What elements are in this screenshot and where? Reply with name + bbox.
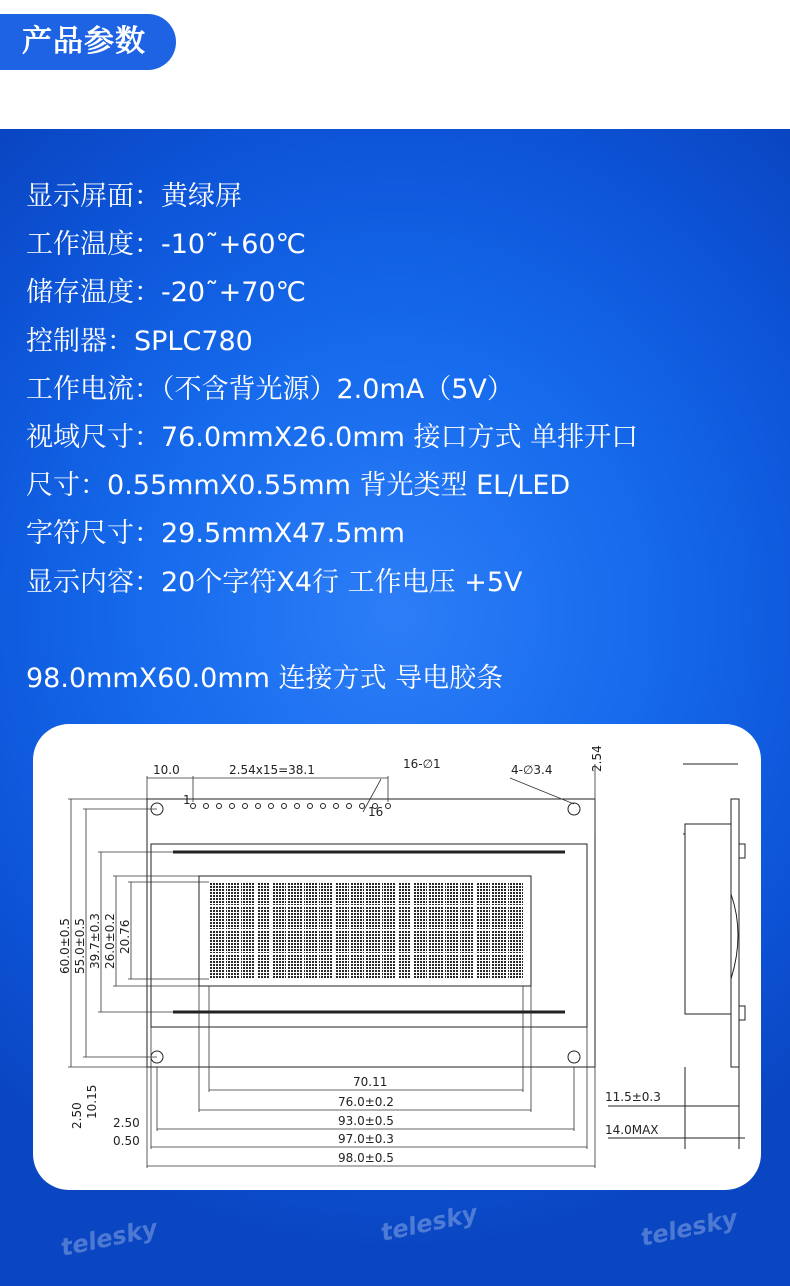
pin-first-label: 1 — [183, 793, 191, 807]
dim-bottom-offset-a: 2.50 — [70, 1102, 84, 1129]
spec-view-area: 视域尺寸：76.0mmX26.0mm 接口方式 单排开口 — [26, 421, 639, 453]
dim-edge-b: 0.50 — [113, 1134, 140, 1148]
dim-width-70: 70.11 — [353, 1075, 388, 1089]
dim-width-98: 98.0±0.5 — [338, 1151, 394, 1165]
section-title: 产品参数 — [0, 14, 176, 70]
dim-height-55: 55.0±0.5 — [73, 918, 87, 974]
spec-current: 工作电流：（不含背光源）2.0mA（5V） — [26, 373, 514, 405]
dim-height-20: 20.76 — [118, 919, 132, 954]
mounting-hole — [568, 1051, 580, 1063]
dim-top-offset: 10.0 — [153, 763, 180, 777]
spec-dot-size: 尺寸：0.55mmX0.55mm 背光类型 EL/LED — [26, 470, 571, 502]
dim-mount-hole: 4-∅3.4 — [511, 763, 553, 777]
spec-outline-size: 98.0mmX60.0mm 连接方式 导电胶条 — [26, 662, 504, 694]
dim-pin-hole: 16-∅1 — [403, 757, 441, 771]
dim-width-97: 97.0±0.3 — [338, 1132, 394, 1146]
spec-display-face: 显示屏面：黄绿屏 — [26, 181, 242, 212]
spec-panel — [0, 129, 790, 1286]
dim-edge-a: 2.50 — [113, 1116, 140, 1130]
lcd-dimension-svg — [33, 724, 761, 1190]
dim-top-edge: 2.54 — [590, 745, 604, 772]
dim-height-39: 39.7±0.3 — [88, 913, 102, 969]
watermark: telesky — [58, 1214, 160, 1262]
spec-content: 显示内容：20个字符X4行 工作电压 +5V — [26, 566, 523, 598]
character-grid — [209, 882, 523, 979]
spec-controller: 控制器：SPLC780 — [26, 325, 253, 357]
watermark: telesky — [378, 1199, 480, 1247]
pin-last-label: 16 — [368, 805, 384, 819]
dim-pin-pitch: 2.54x15=38.1 — [229, 763, 315, 777]
dim-height-60: 60.0±0.5 — [58, 918, 72, 974]
mounting-hole — [568, 803, 580, 815]
dim-bottom-offset-b: 10.15 — [85, 1084, 99, 1119]
pin-row — [191, 804, 391, 809]
dimension-drawing — [33, 724, 761, 1190]
spec-operating-temp: 工作温度：-10˜+60℃ — [26, 229, 306, 261]
spec-char-size: 字符尺寸：29.5mmX47.5mm — [26, 518, 405, 550]
dim-width-76: 76.0±0.2 — [338, 1095, 394, 1109]
dim-thickness-max: 14.0MAX — [605, 1123, 659, 1137]
dim-thickness: 11.5±0.3 — [605, 1090, 661, 1104]
dim-height-26: 26.0±0.2 — [103, 913, 117, 969]
watermark: telesky — [638, 1204, 740, 1252]
dim-width-93: 93.0±0.5 — [338, 1114, 394, 1128]
spec-storage-temp: 储存温度：-20˜+70℃ — [26, 277, 306, 309]
spec-list — [26, 173, 638, 703]
